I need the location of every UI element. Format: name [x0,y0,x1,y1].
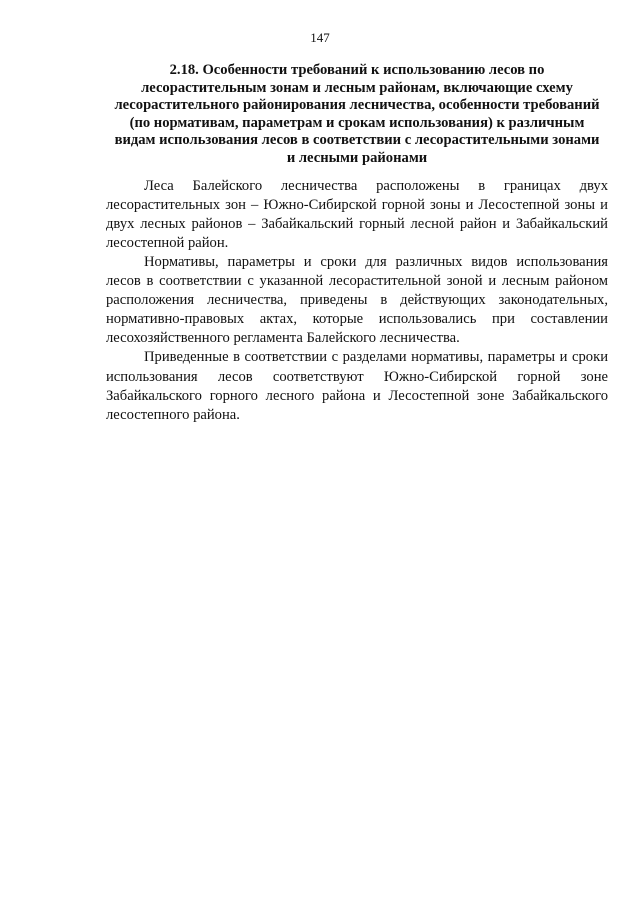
section-heading-line: 2.18. Особенности требований к использованию лесов по [169,62,545,78]
section-heading [106,62,608,168]
body-paragraph: Леса Балейского лесничества расположены в границах двух лесорастительных зон – Южно-Сибирской горной зоны и Лесостепной зоны и двух лесных районов – Забайкальский горный лесной район и Забайкальский лесостепной район. [106,177,608,251]
section-heading-line: видам использования лесов в соответствии с лесорастительными зонами [114,132,600,149]
section-content [106,62,608,425]
section-heading-line: и лесными районами [286,149,428,166]
body-paragraph: Приведенные в соответствии с разделами нормативы, параметры и сроки использования лесов соответствуют Южно-Сибирской горной зоне Забайкальского горного лесного района и Лесостепной зоне Забайкальского лесостепного района. [106,349,608,423]
section-heading-line: лесорастительного районирования лесничества, особенности требований [114,97,600,114]
page-number: 147 [310,30,330,45]
section-heading-line: лесорастительным зонам и лесным районам, включающие схему [141,79,573,96]
section-heading-line: (по нормативам, параметрам и срокам использования) к различным [129,114,585,131]
body-paragraph: Нормативы, параметры и сроки для различных видов использования лесов в соответствии с указанной лесорастительной зоной и лесным районом расположения лесничества, приведены в действующих законодательных, нормативно-правовых актах, которые использовались при составлении лесохозяйственного регламента Балейского лесничества. [106,253,608,347]
